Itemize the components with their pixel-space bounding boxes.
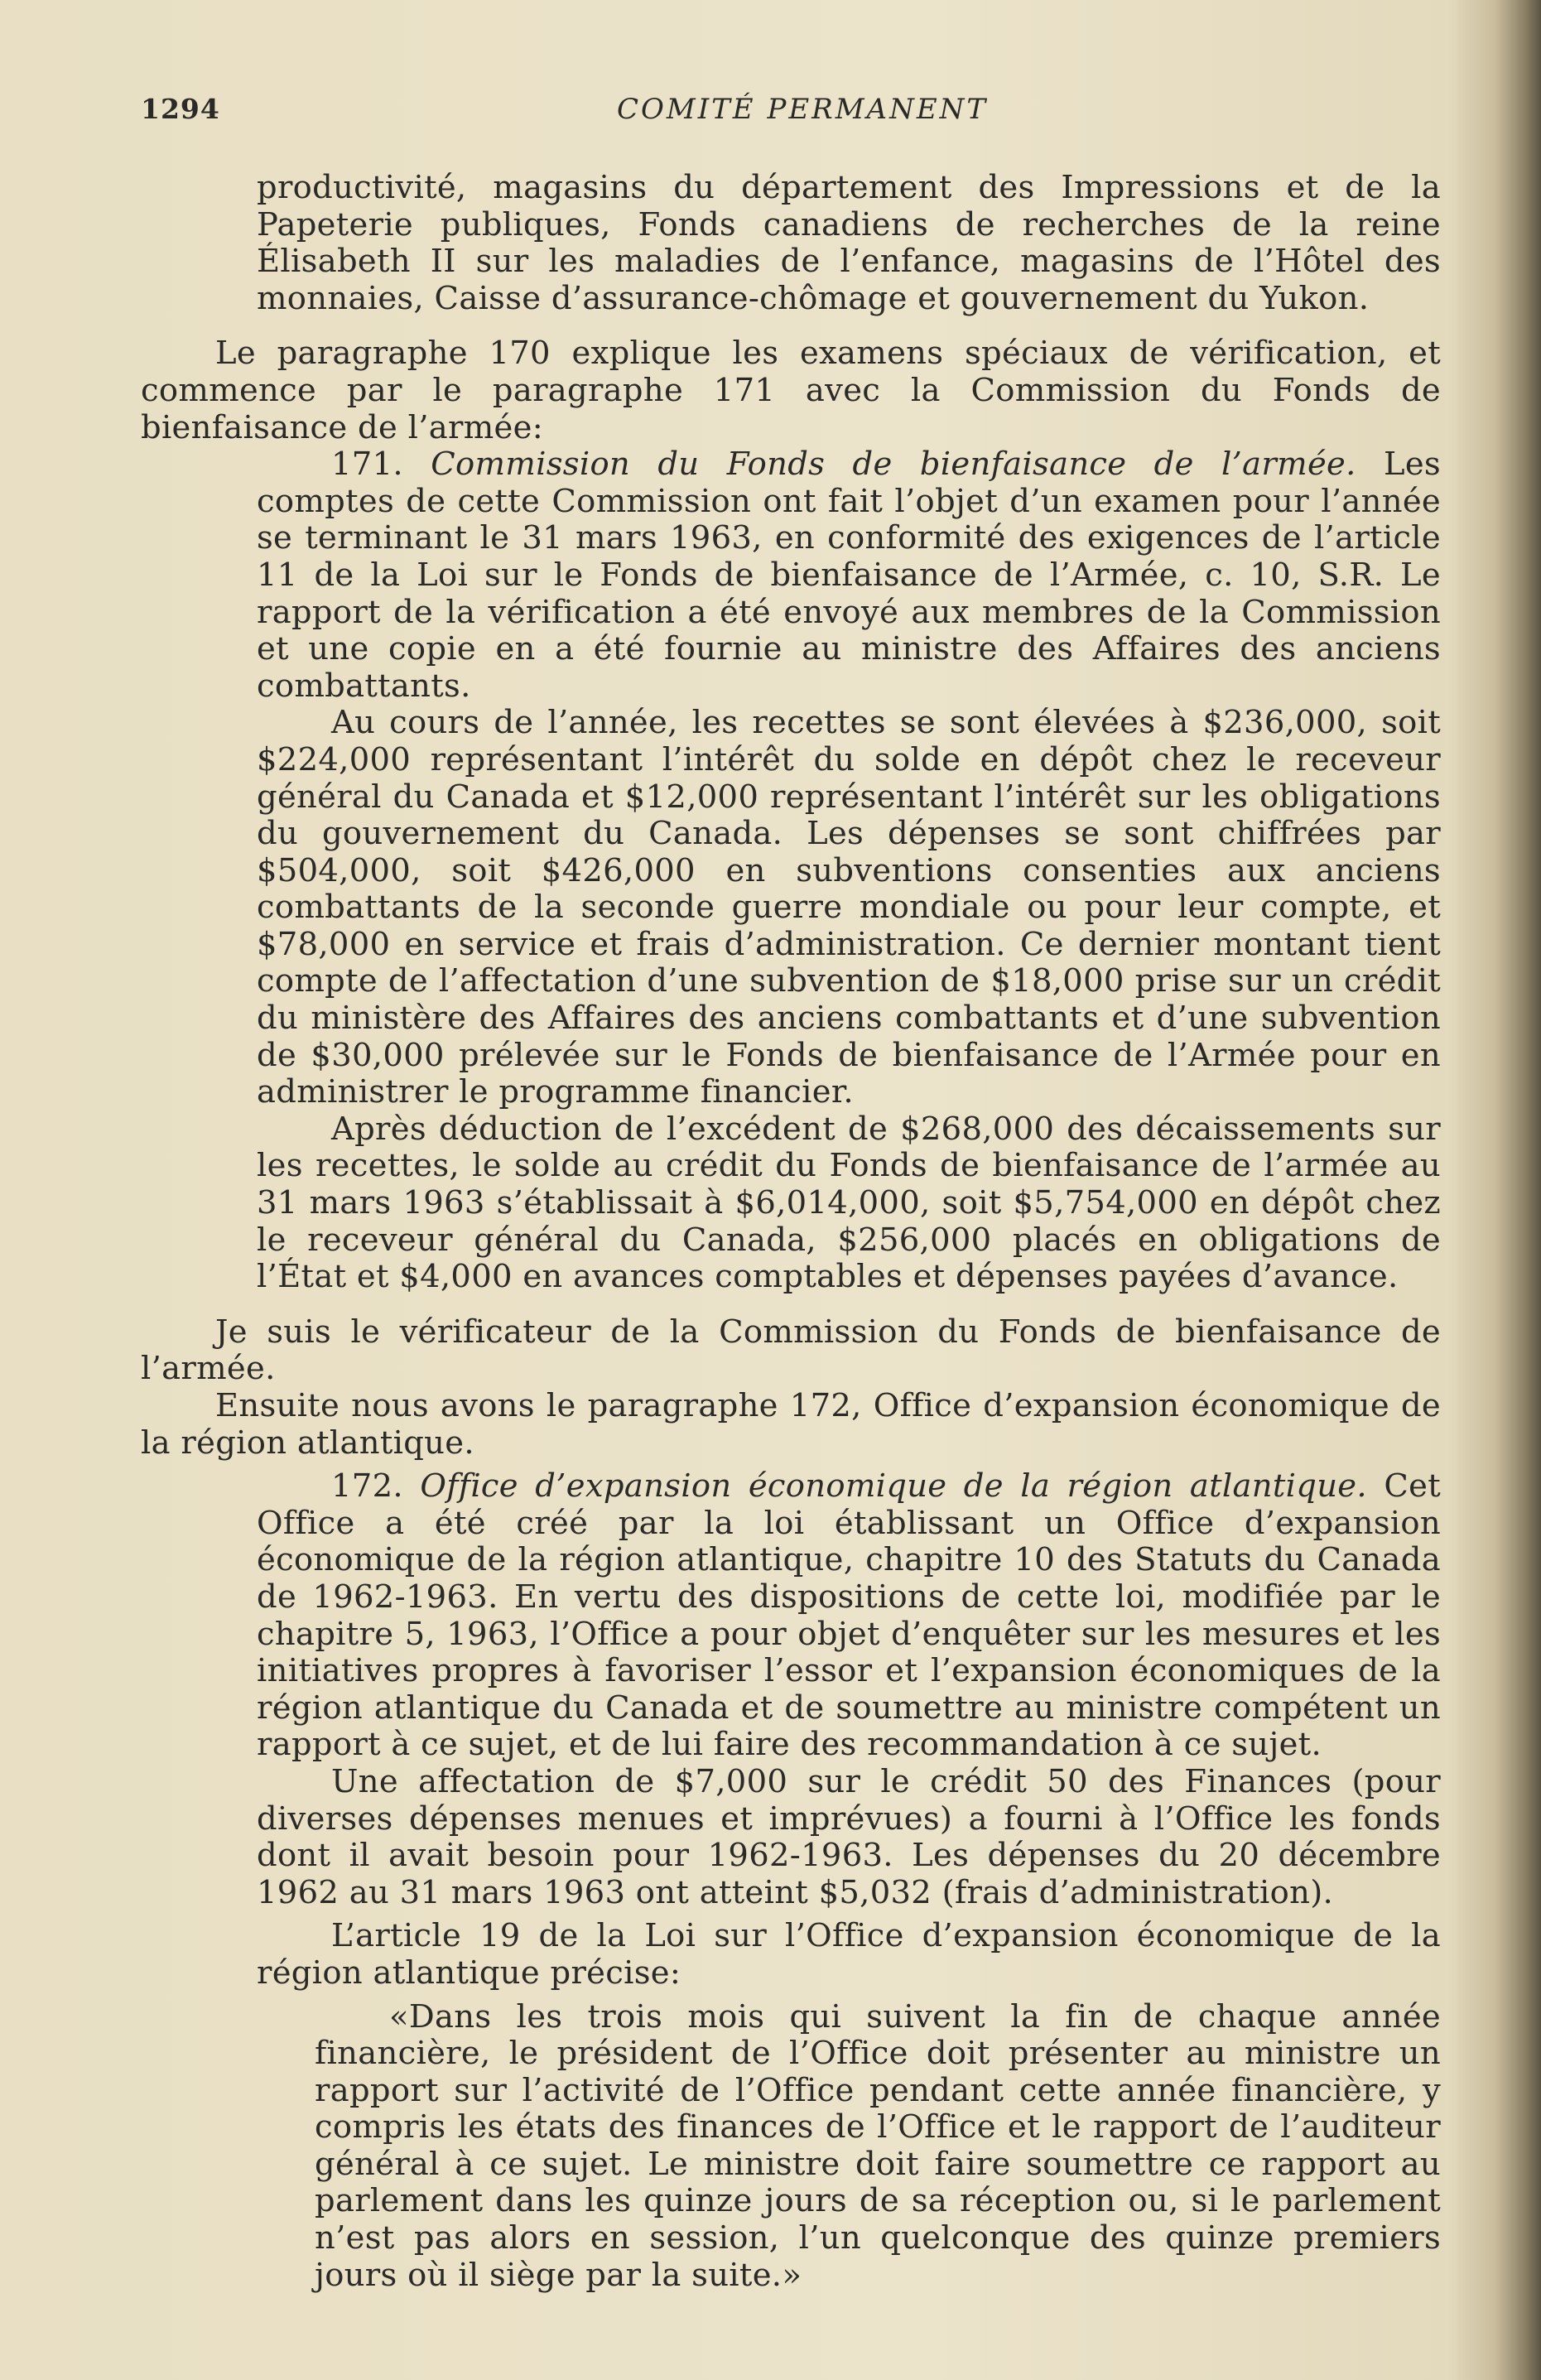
- section-number: 171.: [331, 446, 403, 484]
- paragraph-171: [257, 446, 1441, 705]
- paragraph-172-appropriation: Une affectation de $7,000 sur le crédit 50 des Finances (pour diverses dépenses menues et imprévues) a fourni à l’Office les fonds dont il avait besoin pour 1962-1963. Les dépenses du 20 décembre 1962 au 31 mars 1963 ont atteint $5,032 (frais d’administration).: [257, 1762, 1441, 1911]
- section-171: [141, 446, 1441, 1296]
- continued-section: [141, 170, 1441, 317]
- section-172: [141, 1468, 1441, 1992]
- body-text: [141, 170, 1441, 2294]
- paragraph-171-revenue: Au cours de l’année, les recettes se sont élevées à $236,000, soit $224,000 représentant l’intérêt du solde en dépôt chez le receveur général du Canada et $12,000 représentant l’intérêt sur les obligations du gouvernement du Canada. Les dépenses se sont chiffrées par $504,000, soit $426,000 en subventions consenties aux anciens combattants de la seconde guerre mondiale ou pour leur compte, et $78,000 en service et frais d’administration. Ce dernier montant tient compte de l’affectation d’une subvention de $18,000 prise sur un crédit du ministère des Affaires des anciens combattants et d’une subvention de $30,000 prélevée sur le Fonds de bienfaisance de l’Armée pour en administrer le programme financier.: [257, 704, 1441, 1111]
- section-heading: Commission du Fonds de bienfaisance de l’armée.: [431, 446, 1356, 484]
- paragraph-172-intro: Ensuite nous avons le paragraphe 172, Office d’expansion économique de la région atlantique.: [141, 1387, 1441, 1462]
- section-text: Les comptes de cette Commission ont fait l’objet d’un examen pour l’année se terminant le 31 mars 1963, en conformité des exigences de l’article 11 de la Loi sur le Fonds de bienfaisance de l’Armée, c. 10, S.R. Le rapport de la vérification a été envoyé aux membres de la Commission et une copie en a été fournie au ministre des Affaires des anciens combattants.: [257, 446, 1441, 705]
- quotation-block: [141, 1999, 1441, 2295]
- section-number: 172.: [331, 1467, 403, 1506]
- page-number: 1294: [141, 93, 220, 125]
- running-title: COMITÉ PERMANENT: [617, 93, 989, 126]
- paragraph-171-balance: Après déduction de l’excédent de $268,000 des décaissements sur les recettes, le solde au crédit du Fonds de bienfaisance de l’armée au 31 mars 1963 s’établissait à $6,014,000, soit $5,754,000 en dépôt chez le receveur général du Canada, $256,000 placés en obligations de l’État et $4,000 en avances comptables et dépenses payées d’avance.: [257, 1110, 1441, 1296]
- paragraph-172-article-19: L’article 19 de la Loi sur l’Office d’expansion économique de la région atlantique précise:: [257, 1917, 1441, 1992]
- paragraph-172: [257, 1468, 1441, 1764]
- section-text: Cet Office a été créé par la loi établissant un Office d’expansion économique de la région atlantique, chapitre 10 des Statuts du Canada de 1962-1963. En vertu des dispositions de cette loi, modifiée par le chapitre 5, 1963, l’Office a pour objet d’enquêter sur les mesures et les initiatives propres à favoriser l’essor et l’expansion économiques de la région atlantique du Canada et de soumettre au ministre compétent un rapport à ce sujet, et de lui faire des recommandation à ce sujet.: [257, 1467, 1441, 1764]
- section-heading: Office d’expansion économique de la région atlantique.: [420, 1467, 1367, 1506]
- paragraph-170-intro: Le paragraphe 170 explique les examens spéciaux de vérification, et commence par le paragraphe 171 avec la Commission du Fonds de bienfaisance de l’armée:: [141, 335, 1441, 446]
- quotation: «Dans les trois mois qui suivent la fin de chaque année financière, le président de l’Office doit présenter au ministre un rapport sur l’activité de l’Office pendant cette année financière, y compris les états des finances de l’Office et le rapport de l’auditeur général à ce sujet. Le ministre doit faire soumettre ce rapport au parlement dans les quinze jours de sa réception ou, si le parlement n’est pas alors en session, l’un quelconque des quinze premiers jours où il siège par la suite.»: [315, 1997, 1441, 2294]
- paragraph-continuation: productivité, magasins du département des Impressions et de la Papeterie publiques, Fonds canadiens de recherches de la reine Élisabeth II sur les maladies de l’enfance, magasins de l’Hôtel des monnaies, Caisse d’assurance-chômage et gouvernement du Yukon.: [257, 169, 1441, 317]
- paragraph-auditor-statement: Je suis le vérificateur de la Commission du Fonds de bienfaisance de l’armée.: [141, 1313, 1441, 1388]
- page-header: [141, 93, 1417, 142]
